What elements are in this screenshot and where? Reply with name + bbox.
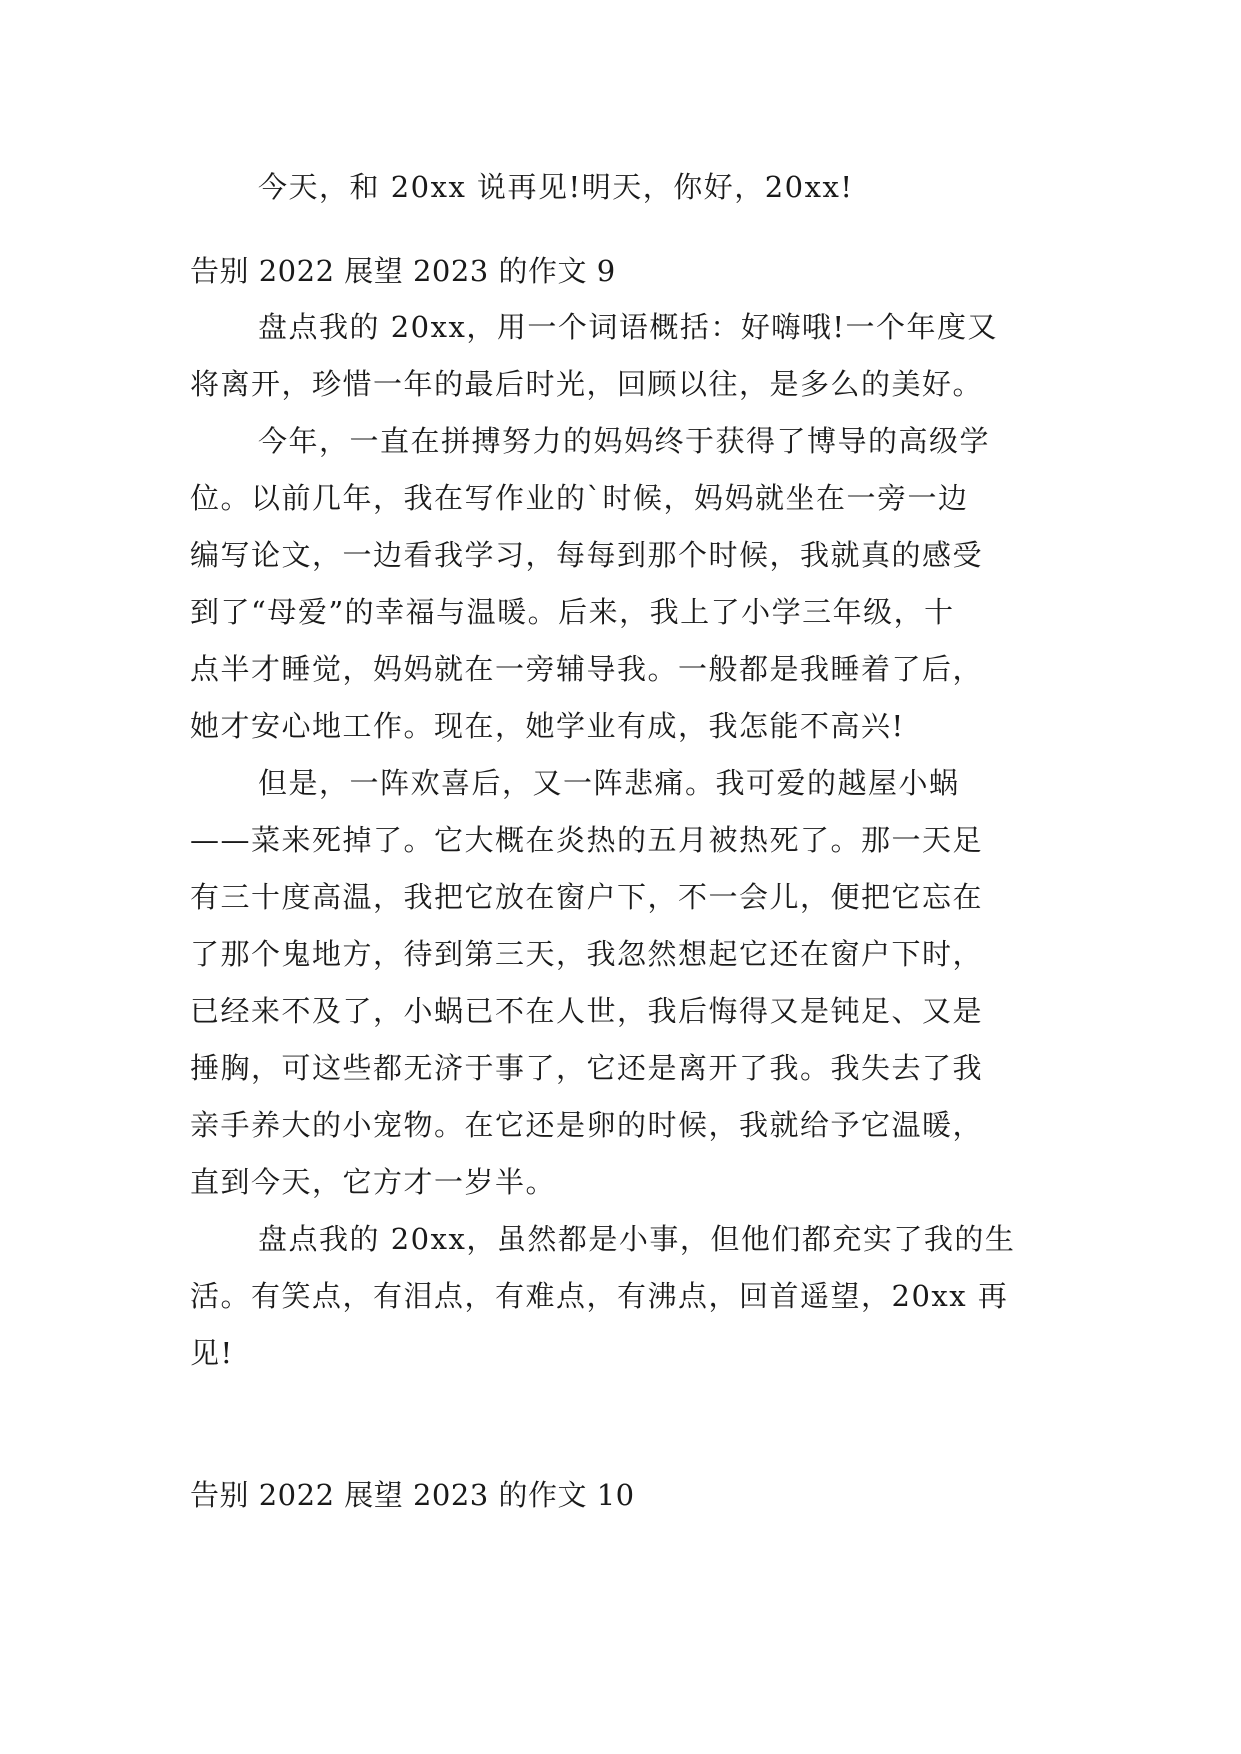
paragraph-line: 编写论文，一边看我学习，每每到那个时候，我就真的感受 [190, 538, 984, 572]
section-heading-10: 告别 2022 展望 2023 的作文 10 [190, 1478, 635, 1512]
paragraph-line: 已经来不及了，小蜗已不在人世，我后悔得又是钝足、又是 [190, 994, 984, 1028]
paragraph-line: 了那个鬼地方，待到第三天，我忽然想起它还在窗户下时， [190, 937, 984, 971]
paragraph-line: 位。以前几年，我在写作业的`时候，妈妈就坐在一旁一边 [190, 481, 969, 515]
paragraph-line: 今年，一直在拼搏努力的妈妈终于获得了博导的高级学 [258, 424, 991, 458]
paragraph-line: 亲手养大的小宠物。在它还是卵的时候，我就给予它温暖， [190, 1108, 984, 1142]
paragraph-line: 盘点我的 20xx，用一个词语概括：好嗨哦!一个年度又 [258, 310, 998, 344]
paragraph-line: 到了“母爱”的幸福与温暖。后来，我上了小学三年级，十 [190, 595, 955, 629]
paragraph-line: 她才安心地工作。现在，她学业有成，我怎能不高兴! [190, 709, 905, 743]
paragraph-line: 盘点我的 20xx，虽然都是小事，但他们都充实了我的生 [258, 1222, 1016, 1256]
paragraph-line: 见! [190, 1336, 234, 1370]
paragraph-line: ——菜来死掉了。它大概在炎热的五月被热死了。那一天足 [190, 823, 984, 857]
paragraph-line: 将离开，珍惜一年的最后时光，回顾以往，是多么的美好。 [190, 367, 984, 401]
paragraph-line: 有三十度高温，我把它放在窗户下，不一会儿，便把它忘在 [190, 880, 984, 914]
closing-line: 今天，和 20xx 说再见!明天，你好，20xx! [258, 170, 854, 204]
paragraph-line: 捶胸，可这些都无济于事了，它还是离开了我。我失去了我 [190, 1051, 984, 1085]
paragraph-line: 点半才睡觉，妈妈就在一旁辅导我。一般都是我睡着了后， [190, 652, 984, 686]
paragraph-line: 活。有笑点，有泪点，有难点，有沸点，回首遥望，20xx 再 [190, 1279, 1009, 1313]
paragraph-line: 直到今天，它方才一岁半。 [190, 1165, 557, 1199]
paragraph-line: 但是，一阵欢喜后，又一阵悲痛。我可爱的越屋小蜗 [258, 766, 960, 800]
section-heading-9: 告别 2022 展望 2023 的作文 9 [190, 254, 616, 288]
